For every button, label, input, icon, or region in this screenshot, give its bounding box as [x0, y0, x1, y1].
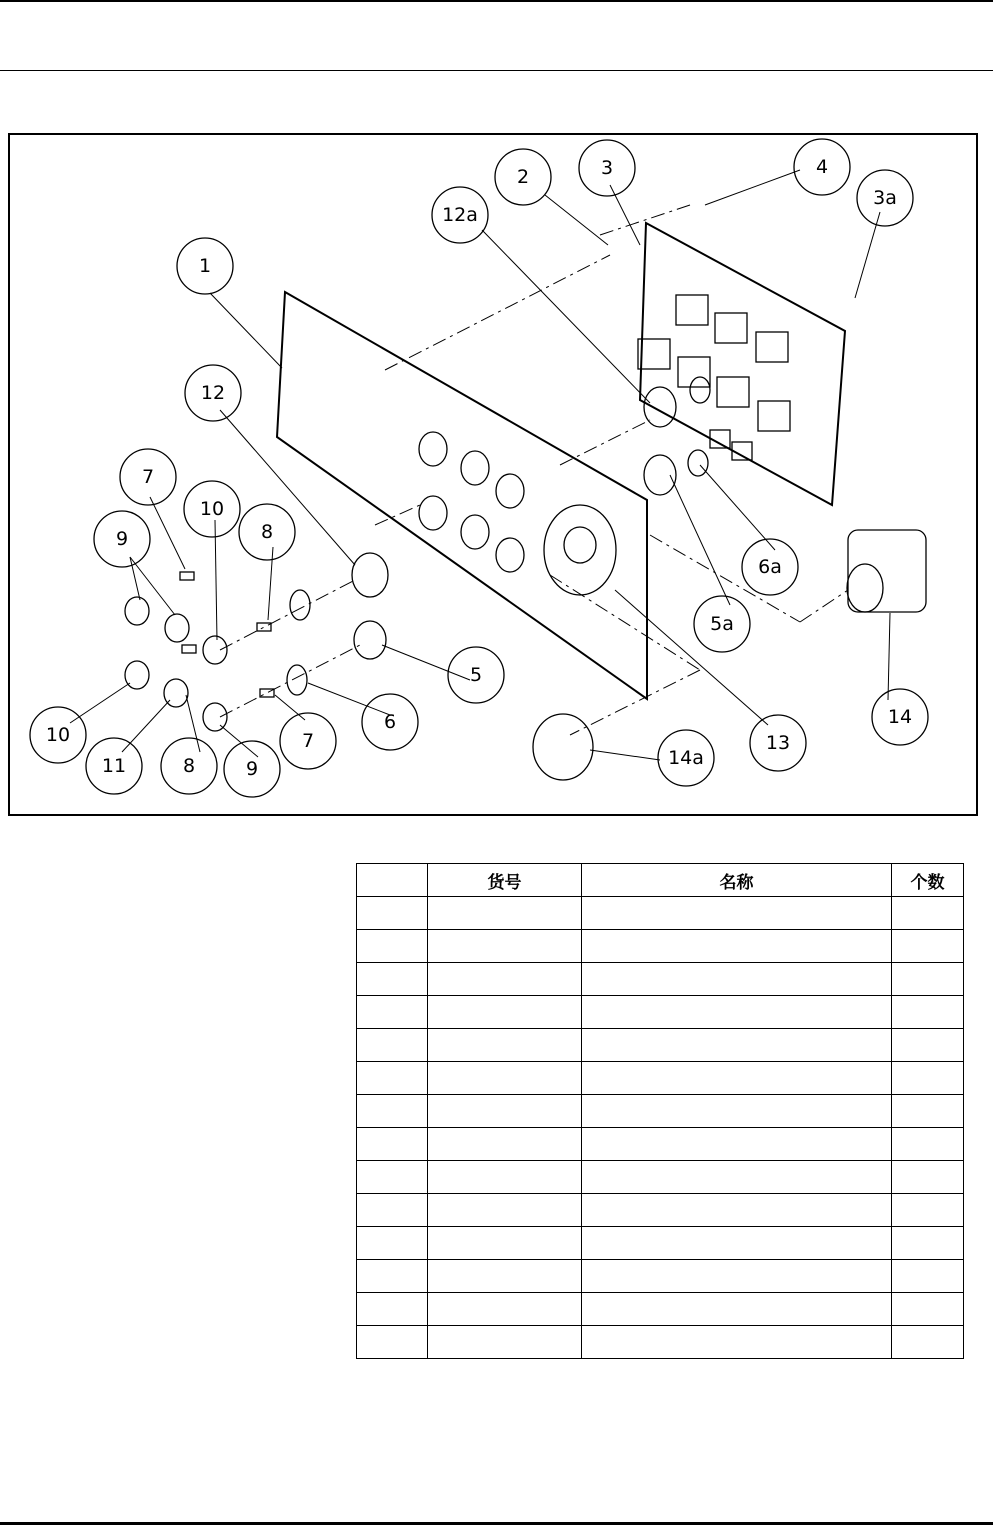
callout-label: 7	[141, 466, 155, 488]
col-header-quantity: 个数	[892, 864, 964, 897]
table-cell	[892, 1326, 964, 1359]
table-cell	[428, 1227, 582, 1260]
table-cell	[582, 1095, 892, 1128]
table-row	[357, 1128, 964, 1161]
table-cell	[582, 1326, 892, 1359]
table-row	[357, 1326, 964, 1359]
table-row	[357, 996, 964, 1029]
rear-board	[640, 223, 845, 505]
table-cell	[428, 996, 582, 1029]
callout-label: 3a	[873, 187, 897, 209]
table-cell	[892, 1062, 964, 1095]
header-rule-top	[0, 0, 993, 2]
socket-12a	[644, 387, 676, 427]
ring-6a-upper	[690, 377, 710, 403]
table-cell	[428, 1128, 582, 1161]
panel-large-ring	[544, 505, 616, 595]
table-cell	[582, 897, 892, 930]
table-cell	[428, 1062, 582, 1095]
table-cell	[357, 1128, 428, 1161]
callout-label: 12	[200, 382, 226, 404]
table-cell	[357, 1161, 428, 1194]
lamp-holder	[290, 590, 310, 620]
callout-label: 12a	[442, 204, 478, 226]
callout-label: 13	[765, 732, 791, 754]
cap-14a	[533, 714, 593, 780]
callout-label: 9	[245, 758, 259, 780]
table-cell	[892, 897, 964, 930]
table-cell	[892, 963, 964, 996]
table-row	[357, 897, 964, 930]
table-cell	[582, 930, 892, 963]
table-cell	[357, 1062, 428, 1095]
callout-label: 5	[469, 664, 483, 686]
panel-hole	[496, 538, 524, 572]
cap-9b	[203, 703, 227, 731]
table-cell	[357, 1095, 428, 1128]
table-cell	[357, 1194, 428, 1227]
table-cell	[582, 1227, 892, 1260]
table-cell	[582, 1293, 892, 1326]
board-module	[678, 357, 710, 387]
table-cell	[582, 1128, 892, 1161]
table-cell	[428, 1161, 582, 1194]
pin-8b	[182, 645, 196, 653]
table-cell	[357, 963, 428, 996]
button-14	[848, 530, 926, 612]
table-cell	[892, 1260, 964, 1293]
table-cell	[428, 1029, 582, 1062]
table-cell	[582, 1194, 892, 1227]
assembly-lines	[220, 205, 848, 735]
callout-label: 10	[45, 724, 71, 746]
table-row	[357, 1161, 964, 1194]
panel-hole	[419, 496, 447, 530]
callout-label: 5a	[710, 613, 734, 635]
table-row	[357, 1062, 964, 1095]
cap-10	[203, 636, 227, 664]
table-cell	[892, 1029, 964, 1062]
table-row	[357, 1227, 964, 1260]
cap-9	[165, 614, 189, 642]
table-cell	[357, 1227, 428, 1260]
table-cell	[357, 1029, 428, 1062]
table-cell	[582, 1062, 892, 1095]
panel-hole	[461, 515, 489, 549]
button-14-face	[847, 564, 883, 612]
callout-label: 2	[516, 166, 530, 188]
table-cell	[892, 1095, 964, 1128]
table-cell	[892, 1128, 964, 1161]
table-row	[357, 1095, 964, 1128]
callout-label: 1	[198, 255, 212, 277]
table-row	[357, 1029, 964, 1062]
table-cell	[582, 996, 892, 1029]
table-cell	[892, 996, 964, 1029]
table-cell	[428, 1260, 582, 1293]
callout-label: 14	[887, 706, 913, 728]
table-cell	[428, 1194, 582, 1227]
callout-label: 9	[115, 528, 129, 550]
board-module	[715, 313, 747, 343]
table-cell	[582, 1161, 892, 1194]
col-header-name: 名称	[582, 864, 892, 897]
table-cell	[428, 1293, 582, 1326]
board-module	[717, 377, 749, 407]
callout-label: 4	[815, 156, 829, 178]
cap-10	[125, 661, 149, 689]
callout-label: 8	[260, 521, 274, 543]
table-cell	[428, 963, 582, 996]
callout-label: 6	[383, 711, 397, 733]
table-cell	[428, 1326, 582, 1359]
ring-6a	[688, 450, 708, 476]
table-row	[357, 1194, 964, 1227]
panel-hole	[461, 451, 489, 485]
board-module	[676, 295, 708, 325]
table-cell	[357, 996, 428, 1029]
table-cell	[357, 1293, 428, 1326]
parts-list-table	[356, 863, 964, 1359]
board-module	[758, 401, 790, 431]
table-row	[357, 930, 964, 963]
callout-label: 11	[101, 755, 127, 777]
front-panel	[277, 292, 647, 699]
table-cell	[357, 897, 428, 930]
header-rule-bottom	[0, 70, 993, 71]
callout-label: 14a	[668, 747, 704, 769]
exploded-view-drawing	[10, 135, 976, 814]
lamp-holder	[287, 665, 307, 695]
board-module	[756, 332, 788, 362]
table-cell	[428, 897, 582, 930]
table-cell	[357, 1260, 428, 1293]
panel-large-hole	[564, 527, 596, 563]
table-cell	[357, 930, 428, 963]
table-cell	[582, 1260, 892, 1293]
knob-12	[352, 553, 388, 597]
socket-5a	[644, 455, 676, 495]
table-cell	[892, 1227, 964, 1260]
panel-hole	[496, 474, 524, 508]
exploded-view-figure	[8, 133, 978, 816]
col-header-part-number: 货号	[428, 864, 582, 897]
table-cell	[892, 1293, 964, 1326]
table-cell	[582, 1029, 892, 1062]
table-row	[357, 963, 964, 996]
ring-5	[354, 621, 386, 659]
table-row	[357, 1293, 964, 1326]
table-row	[357, 1260, 964, 1293]
col-header-index	[357, 864, 428, 897]
callout-label: 10	[199, 498, 225, 520]
footer-rule	[0, 1522, 993, 1525]
callout-label: 3	[600, 157, 614, 179]
callout-label: 6a	[758, 556, 782, 578]
pin-7	[180, 572, 194, 580]
table-cell	[892, 1194, 964, 1227]
table-cell	[892, 1161, 964, 1194]
table-cell	[428, 1095, 582, 1128]
panel-hole	[419, 432, 447, 466]
callout-label: 7	[301, 730, 315, 752]
table-cell	[357, 1326, 428, 1359]
table-cell	[428, 930, 582, 963]
table-header-row	[357, 864, 964, 897]
table-cell	[892, 930, 964, 963]
callout-label: 8	[182, 755, 196, 777]
cap-9	[125, 597, 149, 625]
table-cell	[582, 963, 892, 996]
